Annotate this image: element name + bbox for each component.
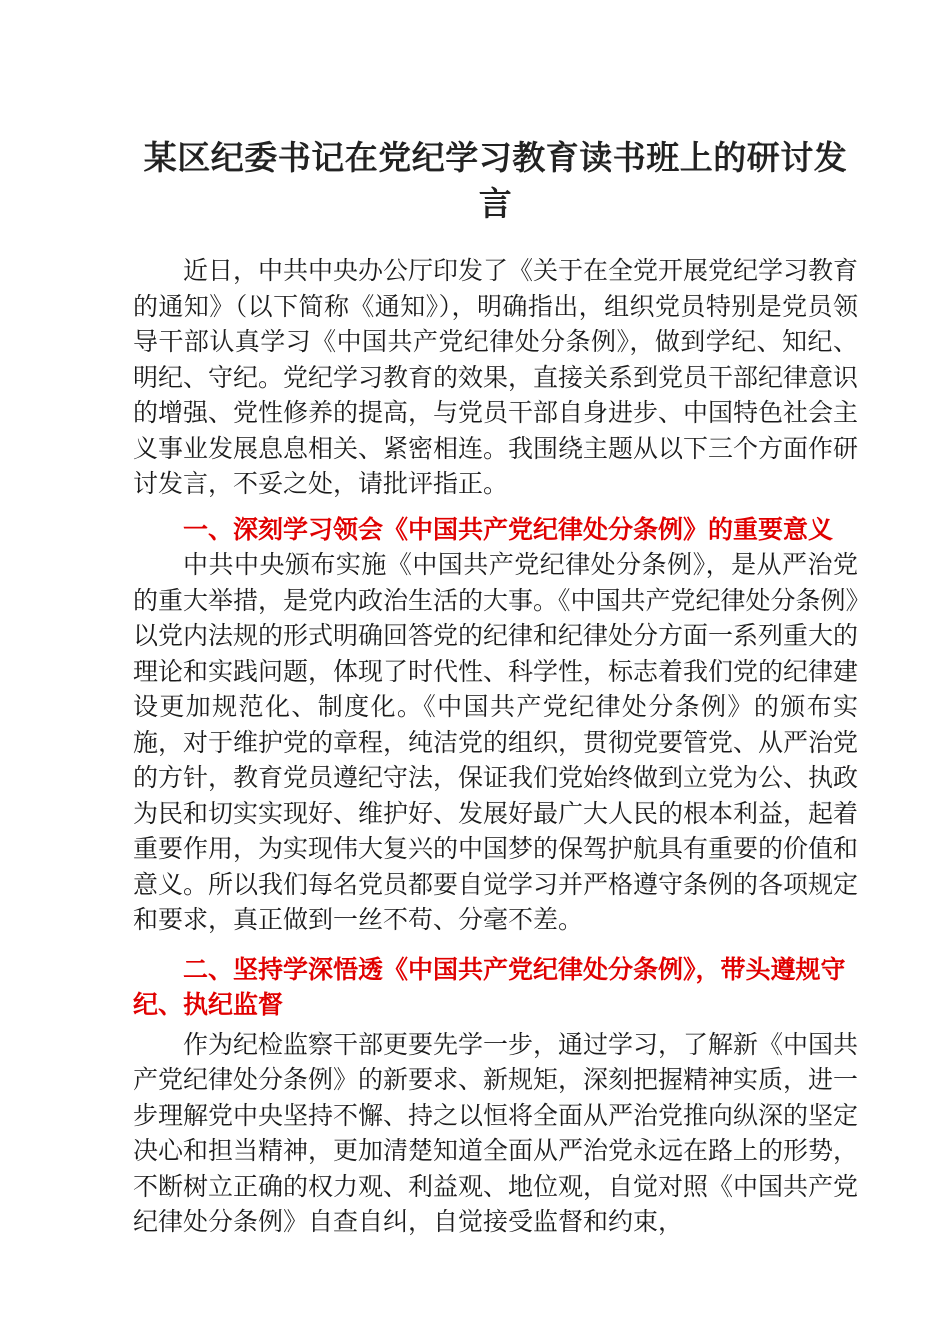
section-body-2: 作为纪检监察干部更要先学一步，通过学习，了解新《中国共产党纪律处分条例》的新要求、新规矩，深刻把握精神实质，进一步理解党中央坚持不懈、持之以恒将全面从严治党推向纵深的坚定决心和担当精神，更加清楚知道全面从严治党永远在路上的形势，不断树立正确的权力观、利益观、地位观，自觉对照《中国共产党纪律处分条例》自查自纠，自觉接受监督和约束， (133, 1029, 859, 1236)
intro-paragraph: 近日，中共中央办公厅印发了《关于在全党开展党纪学习教育的通知》（以下简称《通知》），明确指出，组织党员特别是党员领导干部认真学习《中国共产党纪律处分条例》，做到学纪、知纪、明纪、守纪。党纪学习教育的效果，直接关系到党员干部纪律意识的增强、党性修养的提高，与党员干部自身进步、中国特色社会主义事业发展息息相关、紧密相连。我围绕主题从以下三个方面作研讨发言，不妥之处，请批评指正。 (133, 256, 859, 498)
section-heading-1: 一、深刻学习领会《中国共产党纪律处分条例》的重要意义 (183, 514, 834, 544)
document-title: 某区纪委书记在党纪学习教育读书班上的研讨发言 (143, 138, 848, 223)
section-heading-2: 二、坚持学深悟透《中国共产党纪律处分条例》，带头遵规守纪、执纪监督 (133, 954, 846, 1019)
section-body-1: 中共中央颁布实施《中国共产党纪律处分条例》，是从严治党的重大举措，是党内政治生活的大事。《中国共产党纪律处分条例》以党内法规的形式明确回答党的纪律和纪律处分方面一系列重大的理论和实践问题，体现了时代性、科学性，标志着我们党的纪律建设更加规范化、制度化。《中国共产党纪律处分条例》的颁布实施，对于维护党的章程，纯洁党的组织，贯彻党要管党、从严治党的方针，教育党员遵纪守法，保证我们党始终做到立党为公、执政为民和切实实现好、维护好、发展好最广大人民的根本利益，起着重要作用，为实现伟大复兴的中国梦的保驾护航具有重要的价值和意义。所以我们每名党员都要自觉学习并严格遵守条例的各项规定和要求，真正做到一丝不苟、分毫不差。 (133, 550, 859, 934)
document-page (133, 135, 858, 1240)
